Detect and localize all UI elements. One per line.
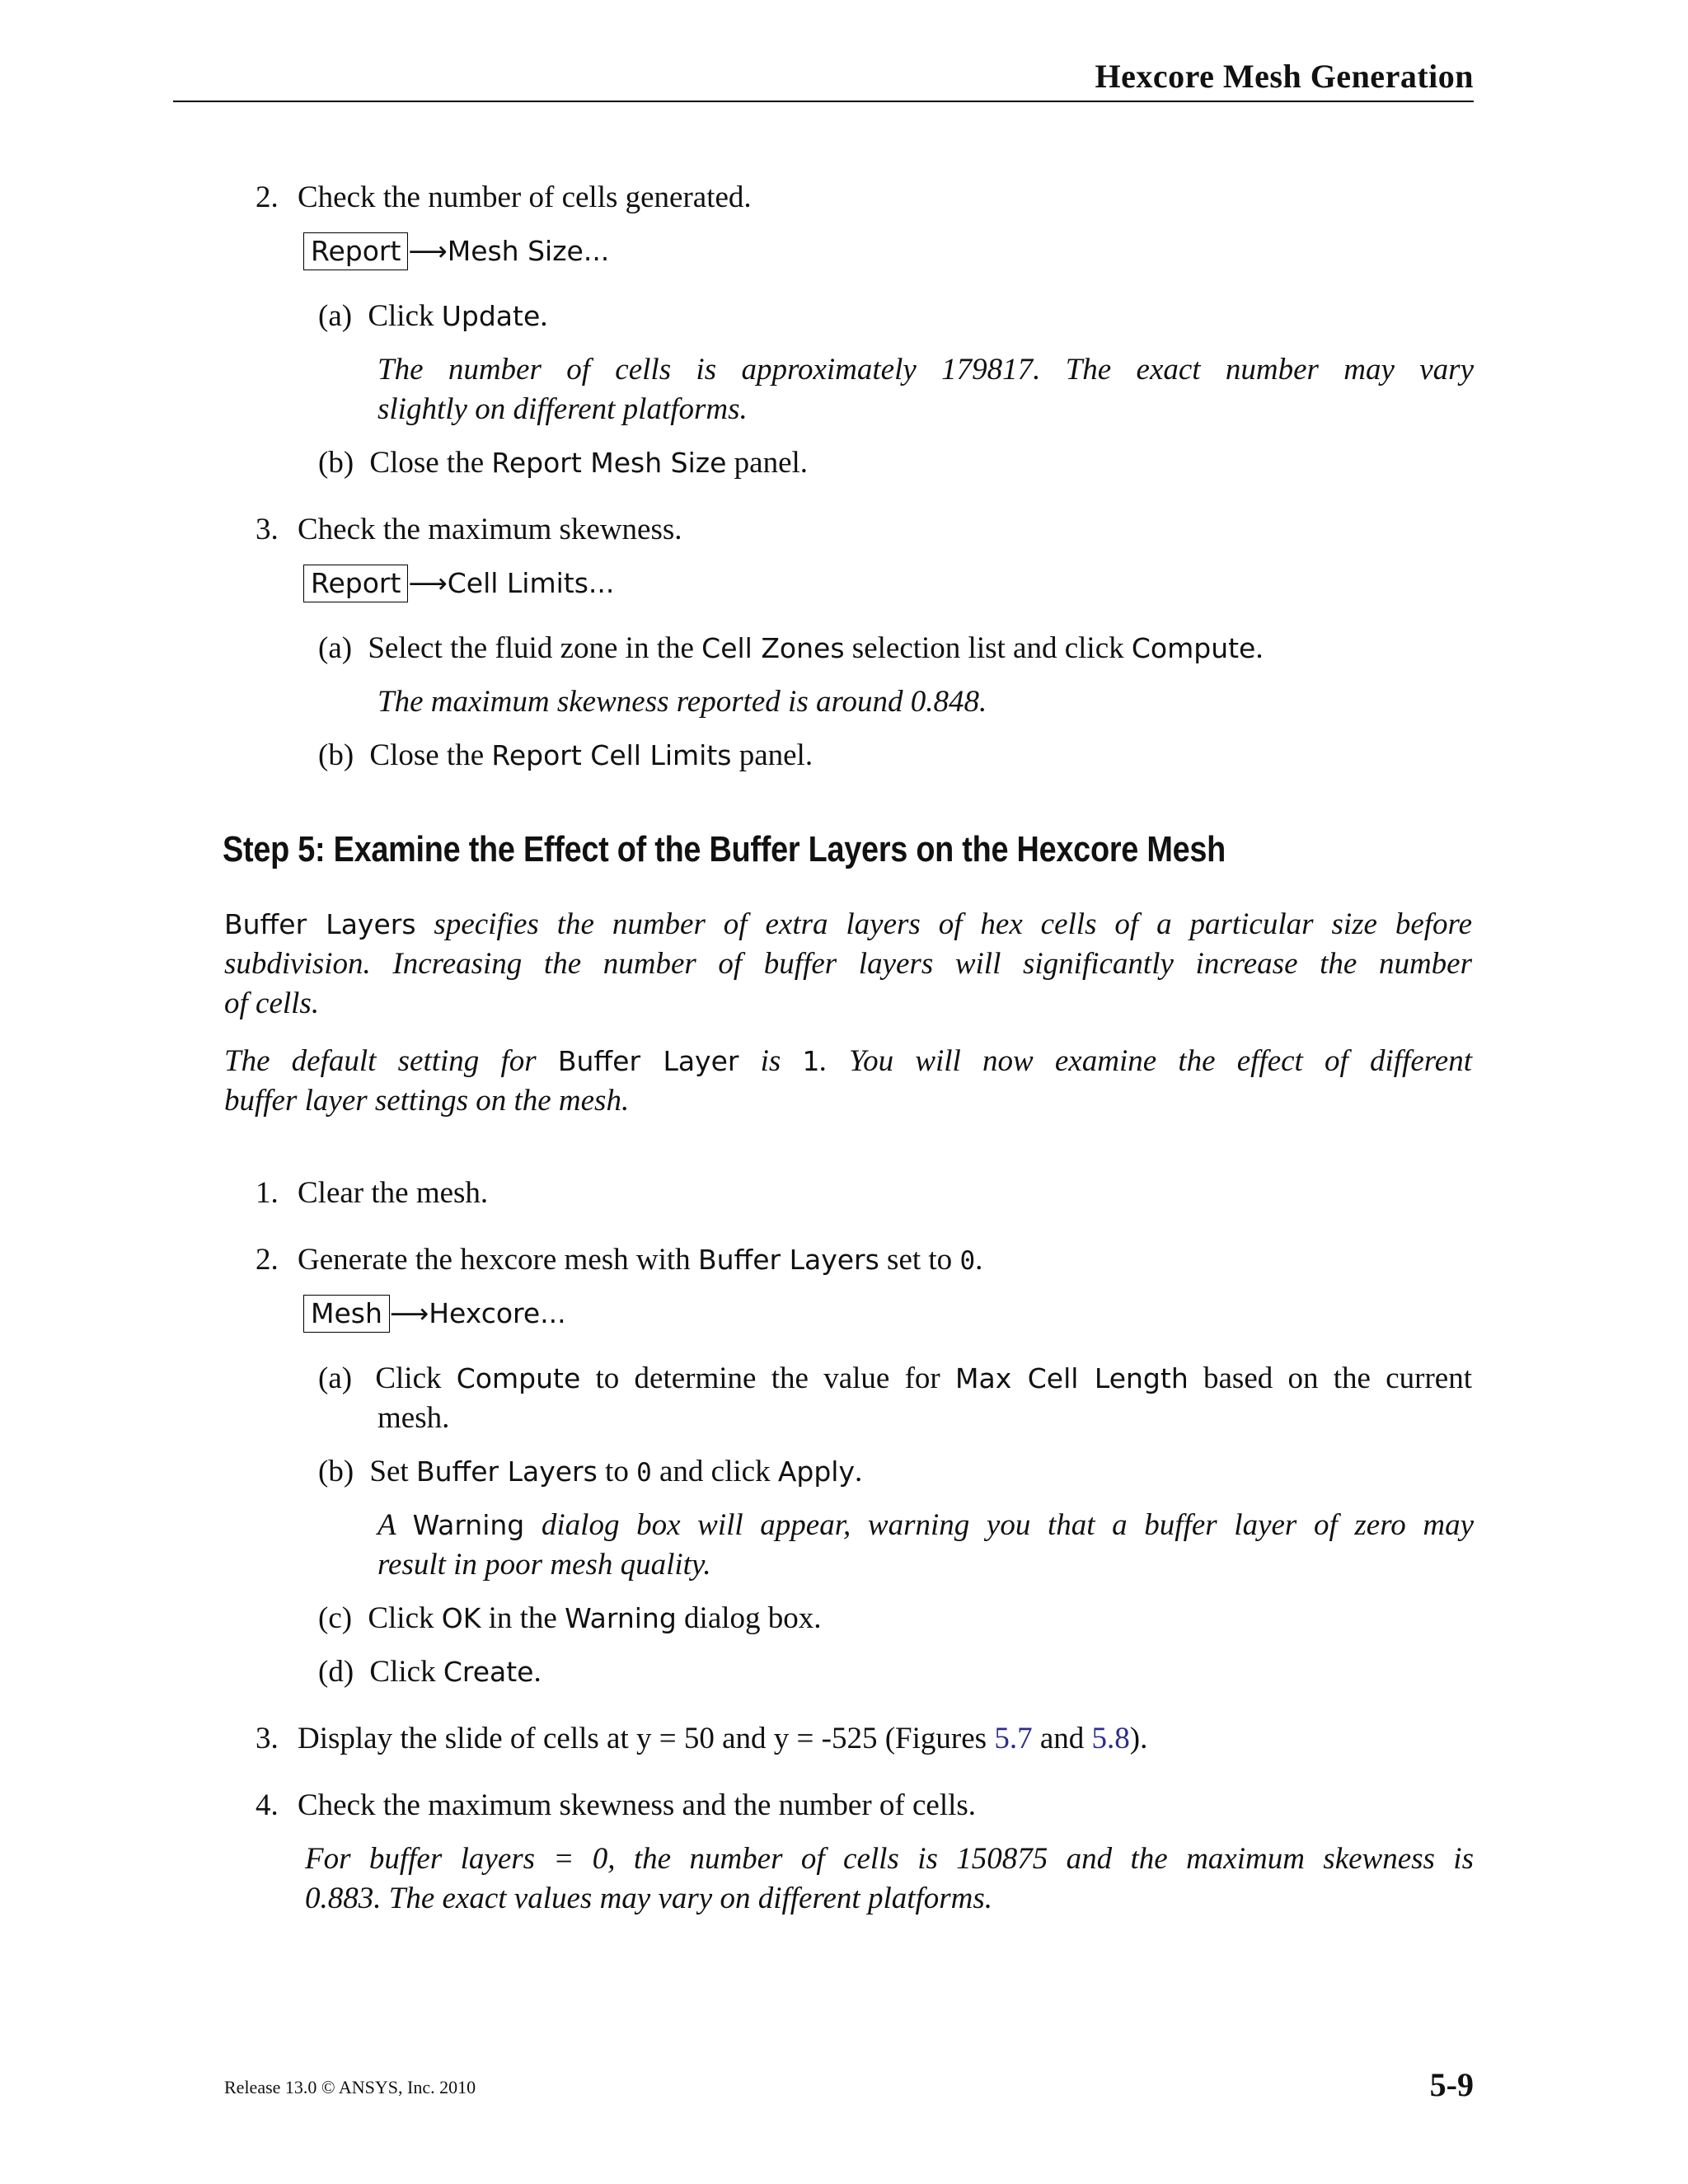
- text-run: Set: [369, 1455, 416, 1488]
- subitem-label: (a): [318, 299, 353, 333]
- arrow-icon: ⟶: [389, 1297, 429, 1329]
- text-run: based on the current: [1188, 1361, 1472, 1395]
- menu-path-mesh-hexcore: [303, 1294, 566, 1333]
- note-line: 0.883. The exact values may vary on different platforms.: [305, 1882, 993, 1915]
- paragraph-line: buffer layer settings on the mesh.: [224, 1084, 630, 1118]
- subitem-line: mesh.: [377, 1401, 450, 1435]
- text-run: panel.: [731, 738, 814, 772]
- text-run: Click: [375, 1361, 457, 1395]
- step5-item-4: [256, 1786, 976, 1825]
- text-run: and click: [651, 1455, 778, 1488]
- subitem-label: (b): [318, 446, 354, 480]
- item-text: Clear the mesh.: [298, 1176, 489, 1210]
- ui-label-cell-zones: Cell Zones: [701, 632, 845, 664]
- ui-label-compute: Compute: [1131, 632, 1256, 664]
- section-heading-step5: Step 5: Examine the Effect of the Buffer Layers on the Hexcore Mesh: [223, 829, 1226, 869]
- page-number: 5-9: [1429, 2066, 1474, 2103]
- text-run: dialog box will appear, warning you that a buffer layer of zero may: [524, 1508, 1475, 1542]
- ui-label-buffer-layers: Buffer Layers: [415, 1455, 598, 1488]
- paragraph-line: subdivision. Increasing the number of buffer layers will significantly increase the number: [224, 947, 1472, 981]
- text-run: Generate the hexcore mesh with: [298, 1243, 698, 1277]
- text-run: is: [738, 1044, 803, 1078]
- ui-label-apply: Apply: [777, 1455, 855, 1488]
- ui-label-buffer-layer: Buffer Layer: [557, 1045, 739, 1077]
- text-run: .: [855, 1455, 863, 1488]
- item-number: 3.: [256, 1722, 279, 1755]
- value-0: 0: [959, 1246, 976, 1276]
- menu-item: Mesh Size...: [447, 235, 610, 267]
- list-item-2: [256, 178, 752, 218]
- text-run: to determine the value for: [580, 1361, 955, 1395]
- paragraph-line: of cells.: [224, 987, 320, 1020]
- paragraph-default-setting: [224, 1042, 1472, 1081]
- subitem-5-2d: [318, 1652, 542, 1692]
- text-run: Close the: [369, 738, 492, 772]
- note-line: result in poor mesh quality.: [377, 1548, 711, 1582]
- ui-label-report-mesh-size: Report Mesh Size: [491, 447, 727, 479]
- menu-path-report-mesh-size: [303, 232, 609, 271]
- text-run: Close the: [369, 446, 492, 480]
- menu-box-mesh: Mesh: [303, 1295, 390, 1333]
- subitem-5-2a: [318, 1359, 1472, 1399]
- item-text: Check the maximum skewness.: [298, 513, 682, 546]
- ui-label-ok: OK: [441, 1602, 481, 1634]
- note-line: For buffer layers = 0, the number of cells is 150875 and the maximum skewness is: [305, 1842, 1474, 1876]
- text-run: Click: [368, 299, 442, 333]
- item-number: 2.: [256, 180, 279, 214]
- item-text: Check the maximum skewness and the number of cells.: [298, 1788, 977, 1822]
- figure-link-5-8[interactable]: 5.8: [1091, 1722, 1130, 1755]
- footer-release: Release 13.0 © ANSYS, Inc. 2010: [224, 2077, 476, 2097]
- note-line: The maximum skewness reported is around 0.848.: [377, 685, 987, 719]
- menu-box-report: Report: [303, 565, 408, 602]
- text-run: in the: [481, 1601, 565, 1635]
- text-run: to: [597, 1455, 637, 1488]
- ui-label-create: Create: [443, 1656, 534, 1688]
- text-run: panel.: [726, 446, 809, 480]
- subitem-3b: [318, 736, 813, 776]
- subitem-5-2b: [318, 1452, 862, 1493]
- ui-label-compute: Compute: [456, 1362, 581, 1394]
- text-run: .: [1255, 631, 1264, 665]
- item-number: 3.: [256, 513, 279, 546]
- menu-item: Hexcore...: [429, 1297, 566, 1329]
- item-number: 1.: [256, 1176, 279, 1210]
- step5-item-2: [256, 1240, 982, 1281]
- text-run: and: [1032, 1722, 1092, 1755]
- subitem-2b: [318, 443, 808, 483]
- text-run: .: [533, 1655, 542, 1689]
- ui-label-update: Update: [441, 300, 541, 332]
- text-run: specifies the number of extra layers of hex cells of a particular size before: [415, 907, 1472, 941]
- item-text: Check the number of cells generated.: [298, 180, 752, 214]
- text-run: A: [377, 1508, 413, 1542]
- subitem-3a: [318, 629, 1264, 668]
- ui-label-buffer-layers: Buffer Layers: [697, 1244, 879, 1276]
- note-line: slightly on different platforms.: [377, 392, 748, 426]
- text-run: selection list and click: [844, 631, 1132, 665]
- text-run: Select the fluid zone in the: [368, 631, 702, 665]
- item-number: 2.: [256, 1243, 279, 1277]
- ui-label-warning: Warning: [412, 1509, 525, 1541]
- ui-label-buffer-layers: Buffer Layers: [224, 908, 416, 940]
- paragraph-buffer-layers-line1: [224, 905, 1472, 944]
- ui-label-max-cell-length: Max Cell Length: [955, 1362, 1189, 1394]
- text-run: .: [975, 1243, 983, 1277]
- subitem-5-2c: [318, 1599, 822, 1638]
- list-item-3: [256, 510, 682, 550]
- running-header: [173, 58, 1474, 102]
- menu-box-report: Report: [303, 232, 408, 270]
- text-run: set to: [879, 1243, 960, 1277]
- ui-label-warning: Warning: [565, 1602, 677, 1634]
- subitem-label: (d): [318, 1655, 354, 1689]
- note-line: The number of cells is approximately 179817. The exact number may vary: [377, 353, 1474, 387]
- text-run: Click: [369, 1655, 443, 1689]
- menu-path-report-cell-limits: [303, 564, 614, 603]
- step5-item-1: [256, 1174, 488, 1213]
- note-warning-dialog: [377, 1506, 1474, 1545]
- subitem-label: (c): [318, 1601, 353, 1635]
- text-run: Click: [368, 1601, 442, 1635]
- item-number: 4.: [256, 1788, 279, 1822]
- arrow-icon: ⟶: [408, 235, 448, 267]
- subitem-label: (b): [318, 738, 354, 772]
- subitem-2a: [318, 297, 548, 336]
- header-title: Hexcore Mesh Generation: [1095, 58, 1474, 95]
- value-0: 0: [636, 1458, 652, 1488]
- text-run: dialog box.: [676, 1601, 822, 1635]
- subitem-label: (a): [318, 1361, 353, 1395]
- value-1: 1: [802, 1045, 820, 1077]
- subitem-label: (a): [318, 631, 353, 665]
- text-run: Display the slide of cells at y = 50 and y = -525 (Figures: [298, 1722, 995, 1755]
- arrow-icon: ⟶: [408, 567, 448, 599]
- step5-item-3: [256, 1719, 1147, 1759]
- subitem-label: (b): [318, 1455, 354, 1488]
- text-run: .: [540, 299, 548, 333]
- text-run: . You will now examine the effect of different: [819, 1044, 1472, 1078]
- menu-item: Cell Limits...: [447, 567, 615, 599]
- figure-link-5-7[interactable]: 5.7: [994, 1722, 1033, 1755]
- text-run: The default setting for: [224, 1044, 558, 1078]
- text-run: ).: [1129, 1722, 1148, 1755]
- ui-label-report-cell-limits: Report Cell Limits: [491, 739, 732, 771]
